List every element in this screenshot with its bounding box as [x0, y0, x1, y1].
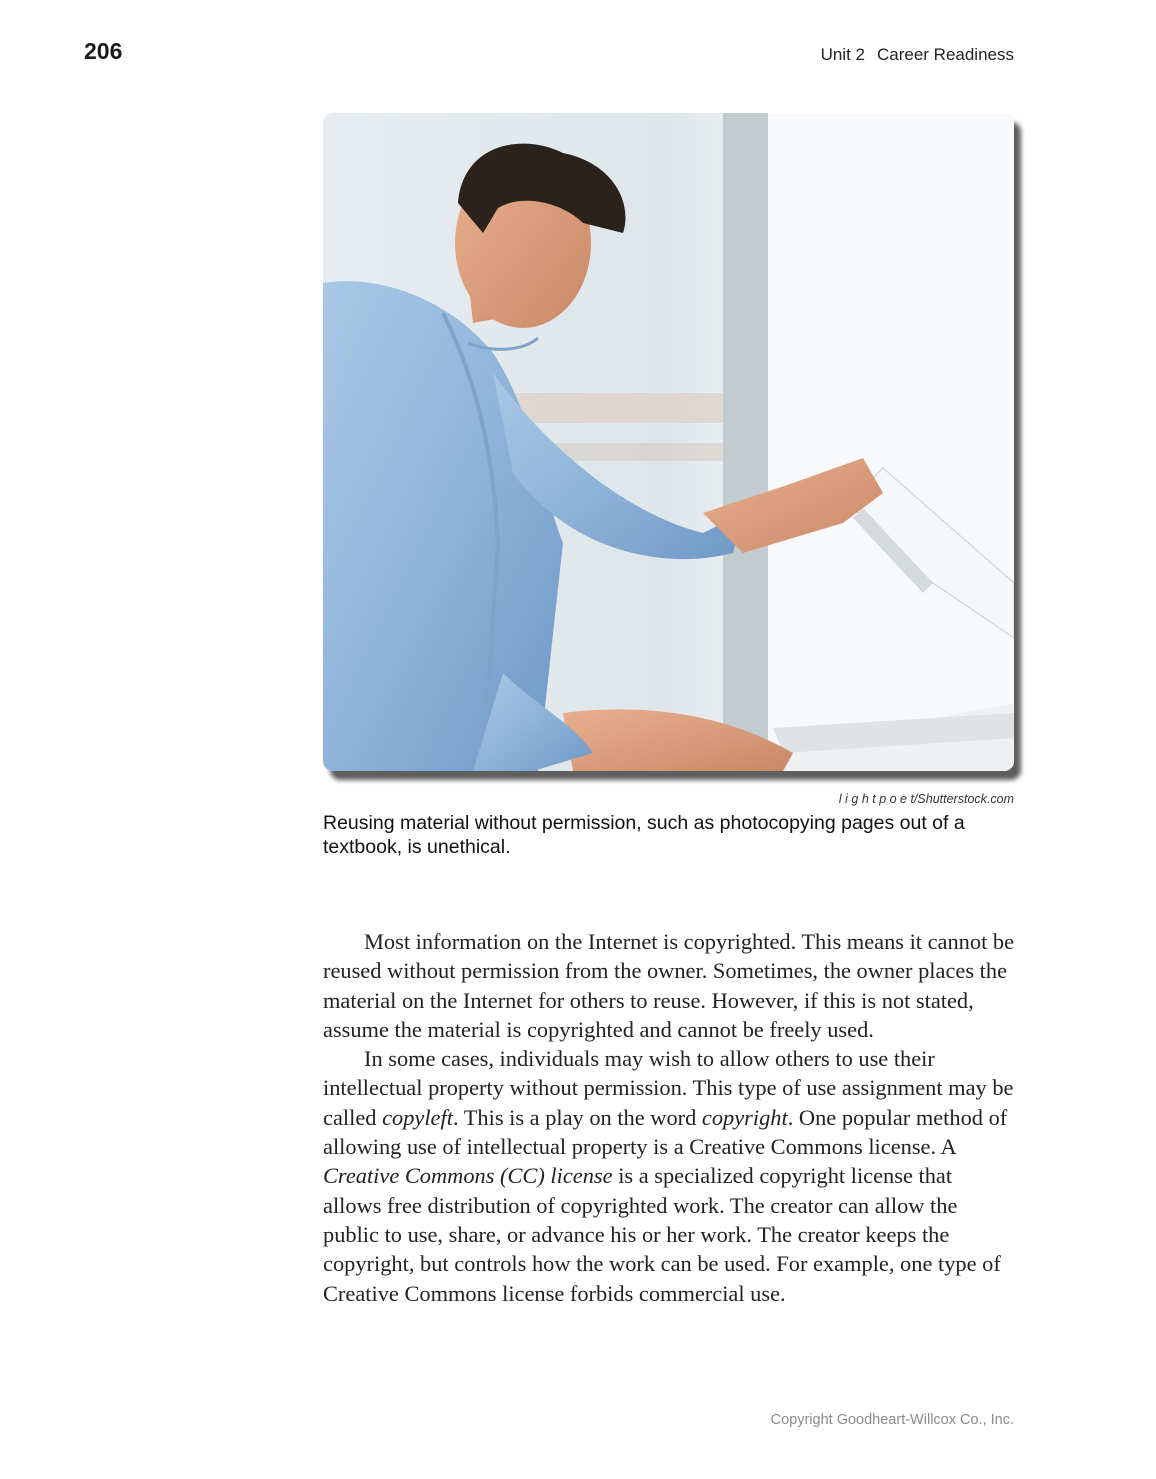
term-copyright: copyright	[701, 1104, 788, 1130]
unit-label: Unit 2	[820, 45, 865, 64]
running-head	[821, 45, 1014, 65]
copyright-footer: Copyright Goodheart-Willcox Co., Inc.	[770, 1412, 1014, 1428]
term-creative-commons: Creative Commons (CC) license	[323, 1163, 613, 1189]
photo-man-photocopying	[323, 113, 1014, 771]
p2-text-a: In some cases, individuals may wish to allow others to use their intellectual property without permission. This type of use assignment may be called	[323, 1046, 1014, 1130]
figure-caption: Reusing material without permission, such as photocopying pages out of a textbook, is unethical.	[323, 812, 965, 858]
p2-text-b: . This is a play on the word	[452, 1104, 702, 1130]
page-number: 206	[84, 38, 123, 64]
paragraph-2	[323, 1044, 1015, 1308]
p2-text-c: . One popular method of allowing use of intellectual property is a Creative Commons license. A	[323, 1104, 1008, 1160]
photo-credit: l i g h t p o e t/Shutterstock.com	[838, 792, 1014, 806]
body-text	[323, 927, 1015, 1308]
p2-text-d: is a specialized copyright license that allows free distribution of copyrighted work. The creator can allow the public to use, share, or advance his or her work. The creator keeps the copyright, but controls how the work can be used. For example, one type of Creative Commons license forbids commercial use.	[323, 1163, 1001, 1306]
photo-illustration	[323, 113, 1014, 771]
section-title: Career Readiness	[876, 45, 1014, 64]
term-copyleft: copyleft	[382, 1104, 453, 1130]
paragraph-1: Most information on the Internet is copyrighted. This means it cannot be reused without permission from the owner. Sometimes, the owner places the material on the Internet for others to reuse. However, if this is not stated, assume the material is copyrighted and cannot be freely used.	[323, 929, 1015, 1042]
